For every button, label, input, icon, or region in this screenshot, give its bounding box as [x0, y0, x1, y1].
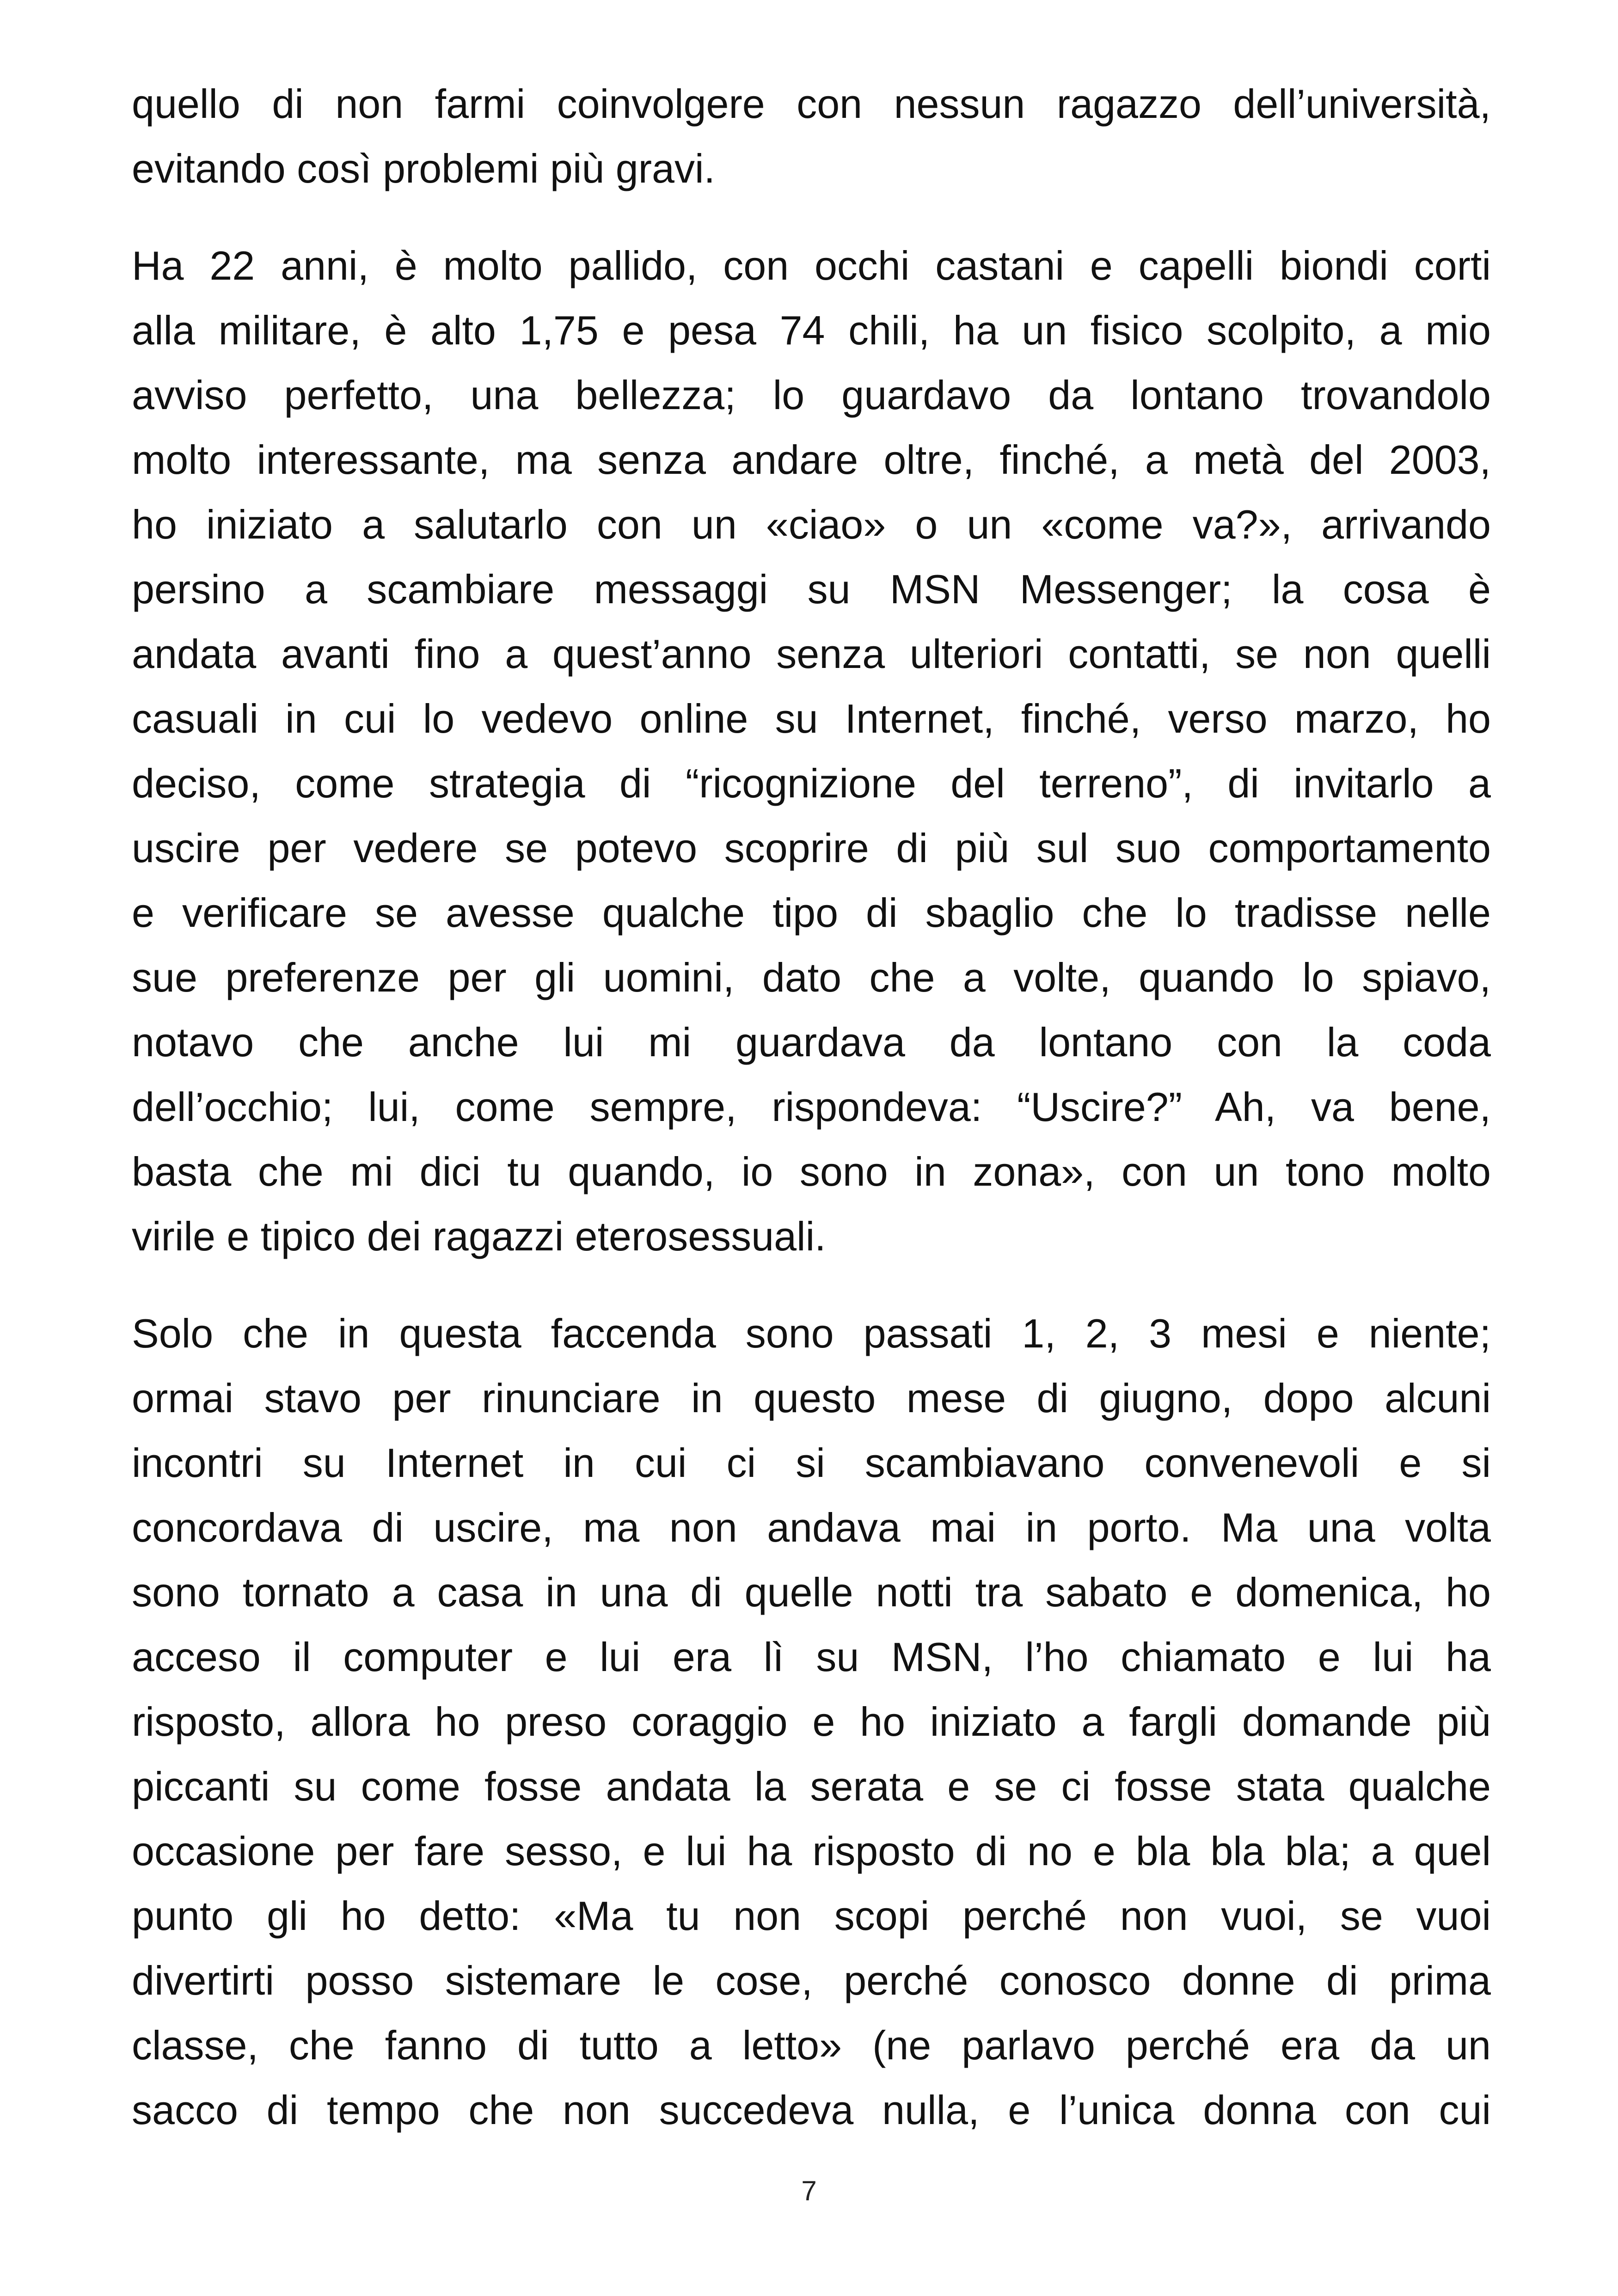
text-line: persino a scambiare messaggi su MSN Messenger; la cosa è: [132, 566, 1491, 612]
text-line: concordava di uscire, ma non andava mai in porto. Ma una volta: [132, 1505, 1491, 1550]
paragraph-2: [132, 233, 1491, 1269]
text-line: basta che mi dici tu quando, io sono in zona», con un tono molto: [132, 1149, 1491, 1194]
text-line: deciso, come strategia di “ricognizione del terreno”, di invitarlo a: [132, 760, 1491, 806]
text-line: casuali in cui lo vedevo online su Internet, finché, verso marzo, ho: [132, 696, 1491, 741]
paragraph-3: [132, 1301, 1491, 2143]
text-line: notavo che anche lui mi guardava da lontano con la coda: [132, 1019, 1491, 1065]
text-line: e verificare se avesse qualche tipo di sbaglio che lo tradisse nelle: [132, 890, 1491, 936]
text-line: acceso il computer e lui era lì su MSN, l’ho chiamato e lui ha: [132, 1634, 1491, 1680]
text-line: dell’occhio; lui, come sempre, rispondeva: “Uscire?” Ah, va bene,: [132, 1084, 1491, 1130]
text-line: incontri su Internet in cui ci si scambiavano convenevoli e si: [132, 1440, 1491, 1486]
text-line: piccanti su come fosse andata la serata e se ci fosse stata qualche: [132, 1763, 1491, 1809]
text-line: Solo che in questa faccenda sono passati 1, 2, 3 mesi e niente;: [132, 1310, 1491, 1356]
text-line: sacco di tempo che non succedeva nulla, e l’unica donna con cui: [132, 2087, 1491, 2133]
text-line: ho iniziato a salutarlo con un «ciao» o un «come va?», arrivando: [132, 502, 1491, 547]
document-page: [132, 72, 1491, 2175]
page-number: 7: [801, 2175, 817, 2206]
text-line: Ha 22 anni, è molto pallido, con occhi castani e capelli biondi corti: [132, 243, 1491, 288]
text-line: avviso perfetto, una bellezza; lo guardavo da lontano trovandolo: [132, 372, 1491, 418]
text-line: evitando così problemi più gravi.: [132, 146, 715, 191]
text-line: uscire per vedere se potevo scoprire di più sul suo comportamento: [132, 825, 1491, 871]
text-line: classe, che fanno di tutto a letto» (ne parlavo perché era da un: [132, 2022, 1491, 2068]
text-line: risposto, allora ho preso coraggio e ho iniziato a fargli domande più: [132, 1699, 1491, 1745]
text-line: sono tornato a casa in una di quelle notti tra sabato e domenica, ho: [132, 1569, 1491, 1615]
text-line: virile e tipico dei ragazzi eterosessuali.: [132, 1213, 826, 1259]
text-line: alla militare, è alto 1,75 e pesa 74 chili, ha un fisico scolpito, a mio: [132, 307, 1491, 353]
text-line: ormai stavo per rinunciare in questo mese di giugno, dopo alcuni: [132, 1375, 1491, 1421]
text-line: divertirti posso sistemare le cose, perché conosco donne di prima: [132, 1958, 1491, 2003]
text-line: molto interessante, ma senza andare oltre, finché, a metà del 2003,: [132, 437, 1491, 483]
text-line: andata avanti fino a quest’anno senza ulteriori contatti, se non quelli: [132, 631, 1491, 677]
text-line: quello di non farmi coinvolgere con nessun ragazzo dell’università,: [132, 81, 1491, 127]
paragraph-1: [132, 72, 1491, 201]
text-line: occasione per fare sesso, e lui ha risposto di no e bla bla bla; a quel: [132, 1828, 1491, 1874]
text-line: sue preferenze per gli uomini, dato che a volte, quando lo spiavo,: [132, 955, 1491, 1000]
text-line: punto gli ho detto: «Ma tu non scopi perché non vuoi, se vuoi: [132, 1893, 1491, 1939]
